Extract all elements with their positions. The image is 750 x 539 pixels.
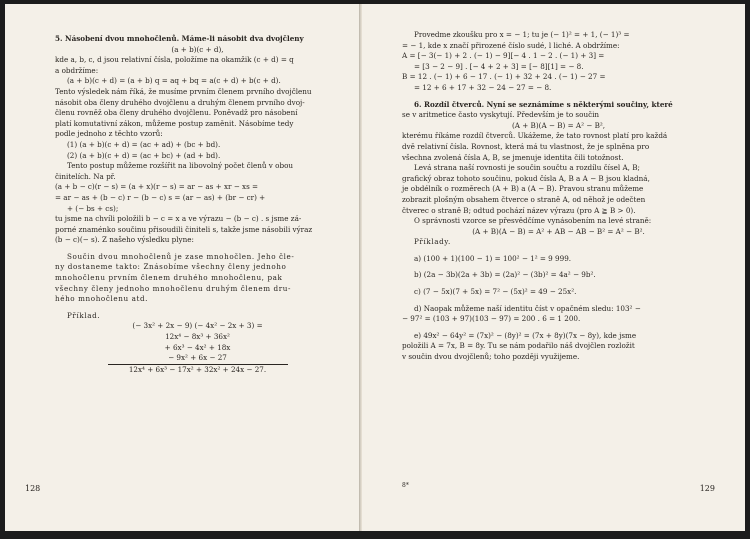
example-row: + 6x³ − 4x² + 18x bbox=[164, 342, 231, 352]
formula: (A + B)(A − B) = A² − B², bbox=[511, 120, 606, 130]
text-line: Levá strana naší rovnosti je součin součtu a rozdílu čísel A, B; bbox=[414, 163, 640, 173]
formula: = ar − as + (b − c) r − (b − c) s = (ar − as) + (br − cr) + bbox=[55, 192, 266, 202]
formula: + (− bs + cs); bbox=[67, 203, 119, 213]
text-line: O správnosti vzorce se přesvědčíme vynásobením na levé straně: bbox=[414, 216, 652, 226]
example-e-cont: položili A = 7x, B = 8y. Tu se nám podařilo náš dvojčlen rozložit bbox=[402, 341, 635, 351]
page-number: 128 bbox=[25, 484, 41, 493]
right-page bbox=[362, 4, 745, 531]
examples-heading: Příklady. bbox=[414, 237, 451, 247]
signature-mark: 8* bbox=[402, 482, 409, 489]
example-d-cont: − 97² = (103 + 97)(103 − 97) = 200 . 6 = 1 200. bbox=[402, 314, 581, 324]
rule-text: mnohočlenu prvním členem druhého mnohočlenu, pak bbox=[55, 273, 283, 283]
formula: (a + b − c)(r − s) = (a + x)(r − s) = ar − as + xr − xs = bbox=[55, 182, 259, 192]
text-line: zobrazit plošným obsahem čtverce o straně A, od něhož je odečten bbox=[402, 194, 646, 204]
formula: (2) (a + b)(c + d) = (ac + bc) + (ad + bd). bbox=[67, 150, 221, 160]
text-line: je obdélník o rozměrech (A + B) a (A − B). Pravou stranu můžeme bbox=[402, 184, 644, 194]
text-line: a obdržíme: bbox=[55, 65, 99, 75]
text-line: Tento postup můžeme rozšířit na libovolný počet členů v obou bbox=[67, 161, 294, 171]
rule-text: Součin dvou mnohočlenů je zase mnohočlen. Jeho čle- bbox=[67, 251, 295, 261]
text-line: kde a, b, c, d jsou relativní čísla, položíme na okamžik (c + d) = q bbox=[55, 55, 294, 65]
example-formula: (− 3x² + 2x − 9) (− 4x² − 2x + 3) = bbox=[132, 321, 263, 331]
example-b: b) (2a − 3b)(2a + 3b) = (2a)² − (3b)² = 4a² − 9b². bbox=[414, 270, 596, 280]
text-line: se v aritmetice často vyskytují. Především je to součin bbox=[402, 110, 600, 120]
example-heading: Příklad. bbox=[67, 310, 101, 320]
example-a: a) (100 + 1)(100 − 1) = 100² − 1² = 9 999. bbox=[414, 253, 572, 263]
rule-text: ny dostaneme takto: Znásobíme všechny členy jednoho bbox=[55, 262, 287, 272]
formula: (a + b)(c + d) = (a + b) q = aq + bq = a(c + d) + b(c + d). bbox=[67, 76, 281, 86]
text-line: dvě relativní čísla. Rovnost, která má tu vlastnost, že je splněna pro bbox=[402, 141, 650, 151]
text-line: činitelích. Na př. bbox=[55, 171, 116, 181]
section-5-heading: 5. Násobení dvou mnohočlenů. Máme-li násobit dva dvojčleny bbox=[55, 34, 304, 43]
left-page bbox=[5, 4, 360, 531]
formula: (a + b)(c + d), bbox=[171, 44, 224, 54]
example-result: 12x⁴ + 6x³ − 17x² + 32x² + 24x − 27. bbox=[128, 364, 267, 374]
example-e-cont: v součin dvou dvojčlenů; toho později využijeme. bbox=[402, 352, 580, 362]
text-line: kterému říkáme rozdíl čtverců. Ukážeme, že tato rovnost platí pro každá bbox=[402, 131, 668, 141]
example-e: e) 49x² − 64y² = (7x)² − (8y)² = (7x + 8y)(7x − 8y), kde jsme bbox=[414, 330, 637, 340]
text-line: členu rovněž oba členy druhého dvojčlenu. Poněvadž pro násobení bbox=[55, 108, 298, 118]
formula: (A + B)(A − B) = A² + AB − AB − B² = A² − B². bbox=[472, 226, 645, 236]
formula: (1) (a + b)(c + d) = (ac + ad) + (bc + bd). bbox=[67, 139, 221, 149]
text-line: podle jednoho z těchto vzorů: bbox=[55, 129, 163, 139]
text-line: násobit oba členy druhého dvojčlenu a druhým členem prvního dvoj- bbox=[55, 97, 305, 107]
text-line: Tento výsledek nám říká, že musíme prvním členem prvního dvojčlenu bbox=[55, 86, 312, 96]
text-line: grafický obraz tohoto součinu, pokud čísla A, B a A − B jsou kladná, bbox=[402, 173, 650, 183]
example-row: − 9x² + 6x − 27 bbox=[108, 353, 288, 365]
text-line: = − 1, kde x značí přirozené číslo sudé, l liché. A obdržíme: bbox=[402, 40, 620, 50]
text-line: porné znaménko součinu přisoudili činiteli s, takže jsme násobili výraz bbox=[55, 224, 313, 234]
section-6-heading: 6. Rozdíl čtverců. Nyní se seznámíme s některými součiny, které bbox=[414, 99, 673, 109]
formula: = 12 + 6 + 17 + 32 − 24 − 27 = − 8. bbox=[414, 82, 552, 92]
text-line: (b − c)(− s). Z našeho výsledku plyne: bbox=[55, 235, 194, 245]
rule-text: hého mnohočlenu atd. bbox=[55, 294, 149, 304]
formula: = [3 − 2 − 9] . [− 4 + 2 + 3] = [− 8][1] = − 8. bbox=[414, 61, 584, 71]
example-d: d) Naopak můžeme naší identitu číst v opačném sledu: 103² − bbox=[414, 303, 641, 313]
formula: B = 12 . (− 1) + 6 − 17 . (− 1) + 32 + 24 . (− 1) − 27 = bbox=[402, 72, 606, 82]
text-line: platí komutativní zákon, můžeme postup zaměnit. Násobíme tedy bbox=[55, 118, 294, 128]
formula: A = [− 3(− 1) + 2 . (− 1) − 9][− 4 . 1 − 2 . (− 1) + 3] = bbox=[402, 51, 605, 61]
example-row: 12x⁴ − 8x³ + 36x² bbox=[165, 332, 230, 342]
page-number: 129 bbox=[699, 484, 715, 493]
text-line: všechna zvolená čísla A, B, se jmenuje identita čili totožnost. bbox=[402, 152, 624, 162]
rule-text: všechny členy jednoho mnohočlenu druhým členem dru- bbox=[55, 283, 292, 293]
text-line: čtverec o straně B; odtud pochází název výrazu (pro A ≧ B > 0). bbox=[402, 205, 636, 215]
text-line: Provedme zkoušku pro x = − 1; tu je (− 1)² = + 1, (− 1)³ = bbox=[414, 30, 630, 39]
text-line: tu jsme na chvíli položili b − c = x a ve výrazu − (b − c) . s jsme zá- bbox=[55, 214, 302, 224]
example-c: c) (7 − 5x)(7 + 5x) = 7² − (5x)² = 49 − 25x². bbox=[414, 287, 577, 297]
